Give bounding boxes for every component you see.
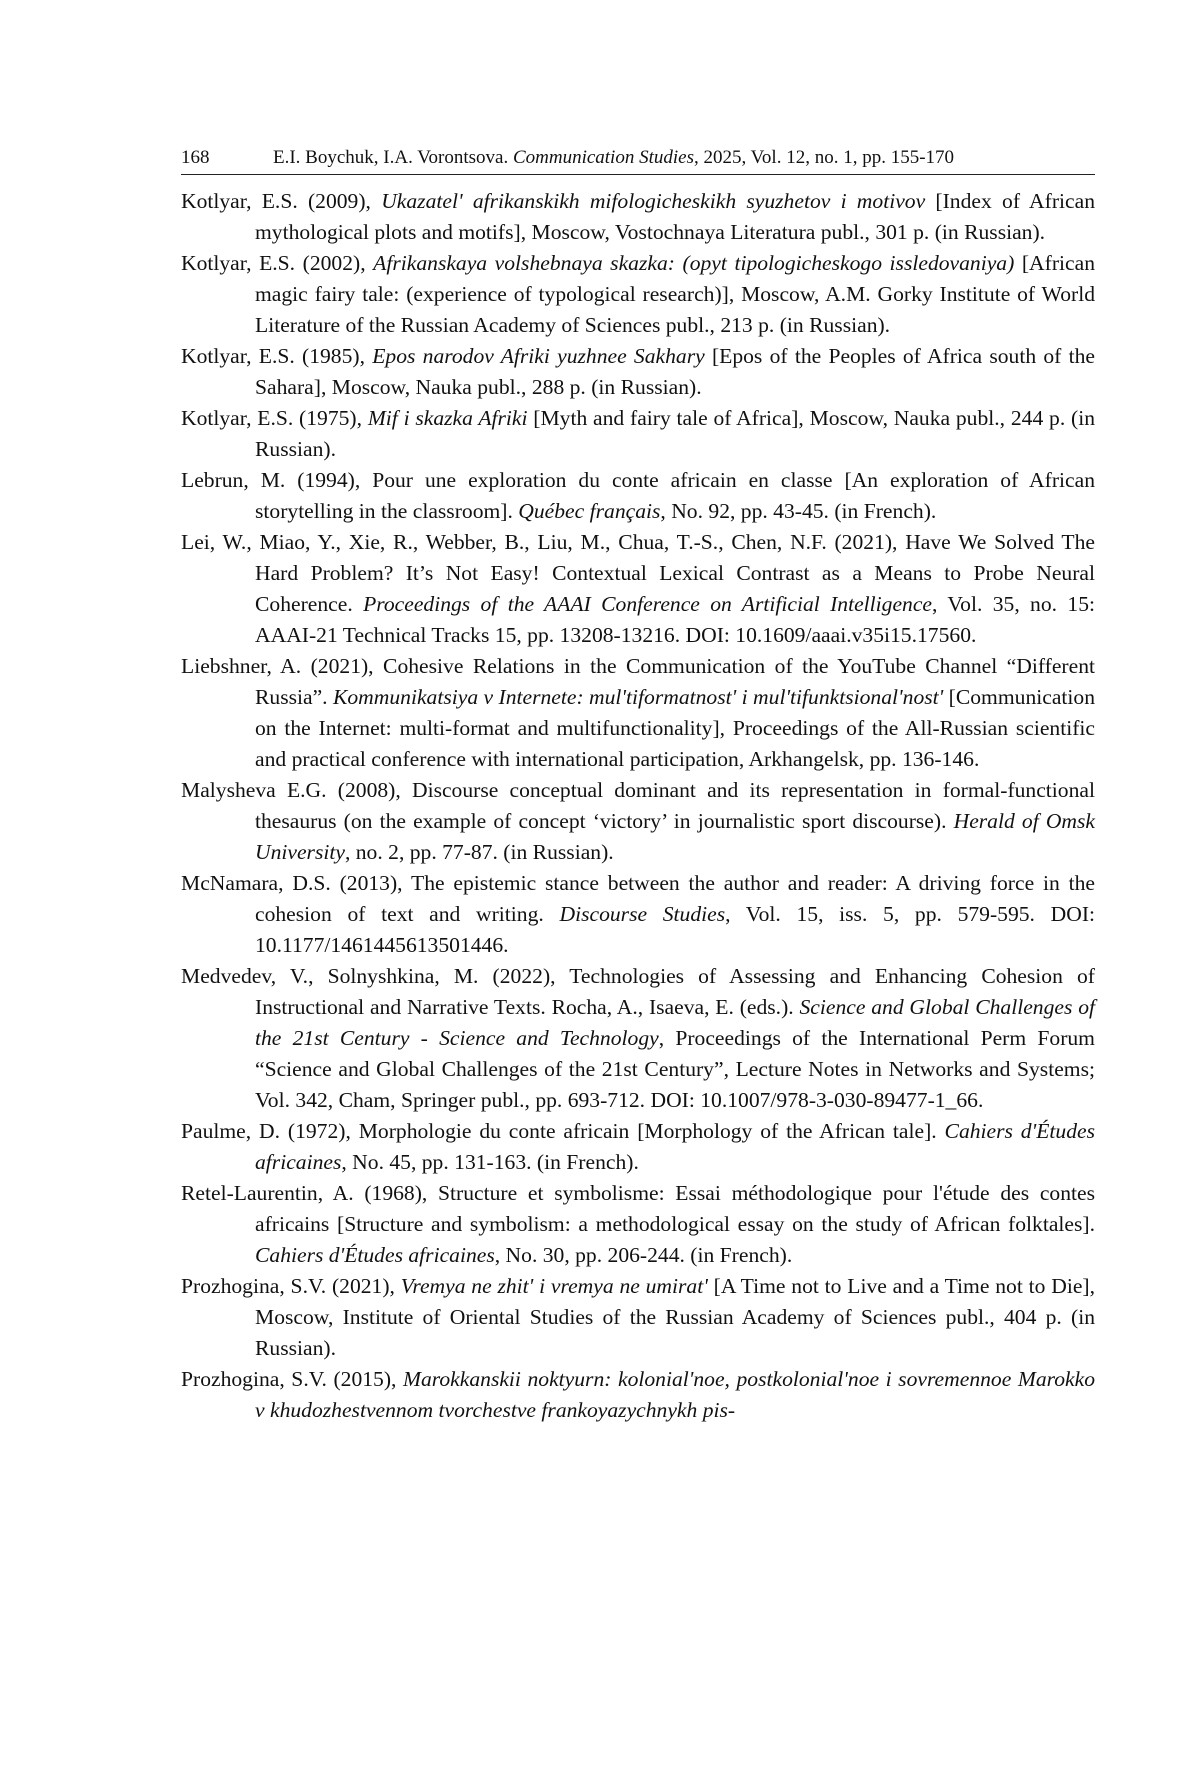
- running-header: [181, 146, 1095, 175]
- ref-italic-title: Cahiers d'Études africaines: [255, 1243, 495, 1267]
- ref-text: , no. 2, pp. 77-87. (in Russian).: [344, 840, 614, 864]
- ref-italic-title: Herald of Omsk University: [255, 809, 1095, 864]
- ref-italic-title: Epos narodov Afriki yuzhnee Sakhary: [372, 344, 705, 368]
- ref-italic-title: Vremya ne zhit' i vremya ne umirat': [400, 1274, 708, 1298]
- ref-text: [Epos of the Peoples of Africa south of the Sahara], Moscow, Nauka publ., 288 p. (in Russian).: [255, 344, 1096, 399]
- ref-text: , No. 30, pp. 206-244. (in French).: [494, 1243, 793, 1267]
- reference-item: [181, 868, 1095, 961]
- reference-item: [181, 1116, 1095, 1178]
- ref-italic-title: Discourse Studies: [559, 902, 726, 926]
- ref-text: Liebshner, A. (2021), Cohesive Relations in the Communication of the YouTube Channel “Different Russia”.: [181, 654, 1095, 709]
- ref-text: Lei, W., Miao, Y., Xie, R., Webber, B., Liu, M., Chua, T.-S., Chen, N.F. (2021), Have We Solved The Hard Problem? It’s Not Easy! Contextual Lexical Contrast as a Means to Probe Neural Coherence.: [181, 530, 1095, 616]
- running-title: [273, 146, 954, 170]
- ref-text: [Index of African mythological plots and motifs], Moscow, Vostochnaya Literatura publ., 301 p. (in Russian).: [255, 189, 1095, 244]
- ref-text: McNamara, D.S. (2013), The epistemic stance between the author and reader: A driving force in the cohesion of text and writing.: [181, 871, 1095, 926]
- reference-item: [181, 1271, 1095, 1364]
- reference-item: [181, 527, 1095, 651]
- ref-text: , Vol. 35, no. 15: AAAI-21 Technical Tracks 15, pp. 13208-13216. DOI: 10.1609/aaai.v35i15.17560.: [255, 592, 1095, 647]
- ref-text: , Vol. 15, iss. 5, pp. 579-595. DOI: 10.1177/1461445613501446.: [255, 902, 1096, 957]
- ref-text: Paulme, D. (1972), Morphologie du conte africain [Morphology of the African tale].: [181, 1119, 945, 1143]
- ref-text: Kotlyar, E.S. (2002),: [181, 251, 374, 275]
- ref-italic-title: Cahiers d'Études africaines: [255, 1119, 1095, 1174]
- ref-text: Malysheva E.G. (2008), Discourse conceptual dominant and its representation in formal-functional thesaurus (on the example of concept ‘victory’ in journalistic sport discourse).: [181, 778, 1095, 833]
- ref-text: Retel-Laurentin, A. (1968), Structure et symbolisme: Essai méthodologique pour l'étude des contes africains [Structure and symbolism: a methodological essay on the study of African folktales].: [181, 1181, 1095, 1236]
- ref-italic-title: Kommunikatsiya v Internete: mul'tiformatnost' i mul'tifunktsional'nost': [332, 685, 944, 709]
- reference-item: [181, 1364, 1095, 1426]
- page-number: 168: [181, 147, 210, 168]
- ref-italic-title: Marokkanskii noktyurn: kolonial'noe, postkolonial'noe i sovremennoe Marokko v khudozhestvennom tvorchestve frankoyazychnykh pis-: [255, 1367, 1096, 1422]
- ref-text: Lebrun, M. (1994), Pour une exploration du conte africain en classe [An exploration of African storytelling in the classroom].: [181, 468, 1095, 523]
- ref-italic-title: Science and Global Challenges of the 21st Century - Science and Technology: [255, 995, 1095, 1050]
- ref-text: [Communication on the Internet: multi-format and multifunctionality], Proceedings of the All-Russian scientific and practical conference with international participation, Arkhangelsk, pp. 136-146.: [255, 685, 1096, 771]
- ref-text: [Myth and fairy tale of Africa], Moscow, Nauka publ., 244 p. (in Russian).: [255, 406, 1095, 461]
- reference-list: [181, 186, 1095, 1426]
- ref-text: Prozhogina, S.V. (2015),: [181, 1367, 403, 1391]
- header-authors: E.I. Boychuk, I.A. Vorontsova.: [273, 147, 509, 168]
- reference-item: [181, 775, 1095, 868]
- reference-item: [181, 186, 1095, 248]
- ref-italic-title: Québec français: [518, 499, 661, 523]
- ref-text: , No. 45, pp. 131-163. (in French).: [341, 1150, 639, 1174]
- reference-item: [181, 248, 1095, 341]
- reference-item: [181, 341, 1095, 403]
- ref-text: , Proceedings of the International Perm Forum “Science and Global Challenges of the 21st Century”, Lecture Notes in Networks and Systems; Vol. 342, Cham, Springer publ., pp. 693-712. DOI: 10.1007/978-3-030-89477-1_66.: [255, 1026, 1095, 1112]
- ref-italic-title: Afrikanskaya volshebnaya skazka: (opyt tipologicheskogo issledovaniya): [373, 251, 1015, 275]
- ref-text: Prozhogina, S.V. (2021),: [181, 1274, 401, 1298]
- reference-item: [181, 403, 1095, 465]
- ref-text: , No. 92, pp. 43-45. (in French).: [660, 499, 937, 523]
- ref-text: [African magic fairy tale: (experience of typological research)], Moscow, A.M. Gorky Institute of World Literature of the Russian Academy of Sciences publ., 213 p. (in Russian).: [255, 251, 1095, 337]
- ref-italic-title: Mif i skazka Afriki: [367, 406, 528, 430]
- ref-text: Kotlyar, E.S. (2009),: [181, 189, 382, 213]
- ref-italic-title: Ukazatel' afrikanskikh mifologicheskikh syuzhetov i motivov: [381, 189, 926, 213]
- header-journal: Communication Studies: [512, 147, 694, 168]
- ref-text: [A Time not to Live and a Time not to Die], Moscow, Institute of Oriental Studies of the Russian Academy of Sciences publ., 404 p. (in Russian).: [255, 1274, 1095, 1360]
- ref-text: Kotlyar, E.S. (1985),: [181, 344, 373, 368]
- reference-item: [181, 1178, 1095, 1271]
- ref-text: Medvedev, V., Solnyshkina, M. (2022), Technologies of Assessing and Enhancing Cohesion of Instructional and Narrative Texts. Rocha, A., Isaeva, E. (eds.).: [181, 964, 1095, 1019]
- ref-italic-title: Proceedings of the AAAI Conference on Artificial Intelligence: [363, 592, 933, 616]
- ref-text: Kotlyar, E.S. (1975),: [181, 406, 368, 430]
- reference-item: [181, 465, 1095, 527]
- header-citation: , 2025, Vol. 12, no. 1, pp. 155-170: [693, 147, 955, 168]
- reference-item: [181, 961, 1095, 1116]
- reference-item: [181, 651, 1095, 775]
